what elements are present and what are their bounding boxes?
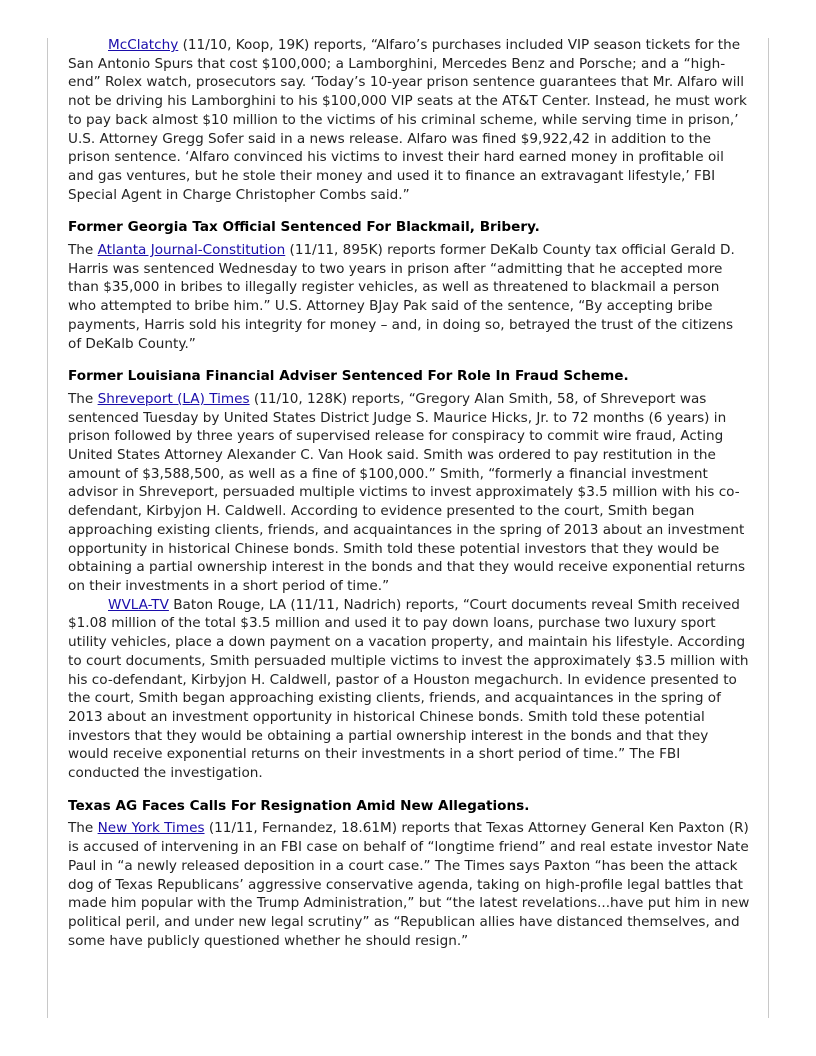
source-link-shreveport-times[interactable]: Shreveport (LA) Times	[97, 390, 250, 407]
left-margin-rule	[47, 38, 48, 1018]
paragraph-prefix: The	[68, 242, 98, 259]
source-link-new-york-times[interactable]: New York Times	[97, 820, 205, 837]
paragraph-text: (11/10, Koop, 19K) reports, “Alfaro’s purchases included VIP season tickets for the San Antonio Spurs that cost $100,000; a Lamborghini, Mercedes Benz and Porsche; and a “high-end” Rolex watch, prosecutors say. ‘Today’s 10-year prison sentence guarantees that Mr. Alfaro will not be driving his Lamborghini to his $100,000 VIP seats at the AT&T Center. Instead, he must work to pay back almost $10 million to the victims of his criminal scheme, while serving time in prison,’ U.S. Attorney Gregg Sofer said in a news release. Alfaro was fined $9,922,42 in addition to the prison sentence. ‘Alfaro convinced his victims to invest their hard earned money in profitable oil and gas ventures, but he stole their money and used it to finance an extravagant lifestyle,’ FBI Special Agent in Charge Christopher Combs said.”	[68, 37, 747, 203]
paragraph-text: (11/11, 895K) reports former DeKalb County tax official Gerald D. Harris was sentenced Wednesday to two years in prison after “admitting that he accepted more than $35,000 in bribes to illegally register vehicles, as well as threatened to blackmail a person who attempted to bribe him.” U.S. Attorney BJay Pak said of the sentence, “By accepting bribe payments, Harris sold his integrity for money – and, in doing so, betrayed the trust of the citizens of DeKalb County.”	[68, 242, 735, 352]
paragraph-text: (11/11, Fernandez, 18.61M) reports that Texas Attorney General Ken Paxton (R) is accused of intervening in an FBI case on behalf of “longtime friend” and real estate investor Nate Paul in “a newly released deposition in a court case.” The Times says Paxton “has been the attack dog of Texas Republicans’ aggressive conservative agenda, taking on high-profile legal battles that made him popular with the Trump Administration,” but “the latest revelations...have put him in new political peril, and under new legal scrutiny” as “Republican allies have distanced themselves, and some have publicly questioned whether he should resign.”	[68, 820, 750, 949]
article-paragraph	[68, 390, 750, 596]
paragraph-prefix: The	[68, 390, 98, 407]
source-link-wvla-tv[interactable]: WVLA-TV	[108, 596, 169, 613]
article-headline: Texas AG Faces Calls For Resignation Amid New Allegations.	[68, 797, 530, 814]
article-headline: Former Georgia Tax Official Sentenced For Blackmail, Bribery.	[68, 219, 540, 236]
document-body	[68, 36, 750, 950]
source-link-mcclatchy[interactable]: McClatchy	[108, 37, 179, 53]
article-paragraph	[68, 819, 750, 950]
article-paragraph	[68, 241, 750, 353]
right-margin-rule	[768, 38, 769, 1018]
article-headline: Former Louisiana Financial Adviser Sentenced For Role In Fraud Scheme.	[68, 368, 629, 385]
source-link-ajc[interactable]: Atlanta Journal-Constitution	[97, 242, 286, 259]
paragraph-text: (11/10, 128K) reports, “Gregory Alan Smith, 58, of Shreveport was sentenced Tuesday by United States District Judge S. Maurice Hicks, Jr. to 72 months (6 years) in prison followed by three years of supervised release for conspiracy to commit wire fraud, Acting United States Attorney Alexander C. Van Hook said. Smith was ordered to pay restitution in the amount of $3,588,500, as well as a fine of $100,000.” Smith, “formerly a financial investment advisor in Shreveport, persuaded multiple victims to invest approximately $3.5 million with his co-defendant, Kirbyjon H. Caldwell. According to evidence presented to the court, Smith began approaching existing clients, friends, and acquaintances in the spring of 2013 about an investment opportunity in historical Chinese bonds. Smith told these potential investors that they would be obtaining a partial ownership interest in the bonds and that they would receive exponential returns on their investments in a short period of time.”	[68, 390, 746, 594]
paragraph-text: Baton Rouge, LA (11/11, Nadrich) reports, “Court documents reveal Smith received $1.08 million of the total $3.5 million and used it to pay down loans, purchase two luxury sport utility vehicles, place a down payment on a vacation property, and maintain his lifestyle. According to court documents, Smith persuaded multiple victims to invest the approximately $3.5 million with his co-defendant, Kirbyjon H. Caldwell, pastor of a Houston megachurch. In evidence presented to the court, Smith began approaching existing clients, friends, and acquaintances in the spring of 2013 about an investment opportunity in historical Chinese bonds. Smith told these potential investors that they would be obtaining a partial ownership interest in the bonds and that they would receive exponential returns on their investments in a short period of time.” The FBI conducted the investigation.	[68, 596, 749, 782]
paragraph-prefix: The	[68, 820, 98, 837]
article-paragraph	[68, 596, 750, 783]
article-paragraph	[68, 36, 750, 204]
